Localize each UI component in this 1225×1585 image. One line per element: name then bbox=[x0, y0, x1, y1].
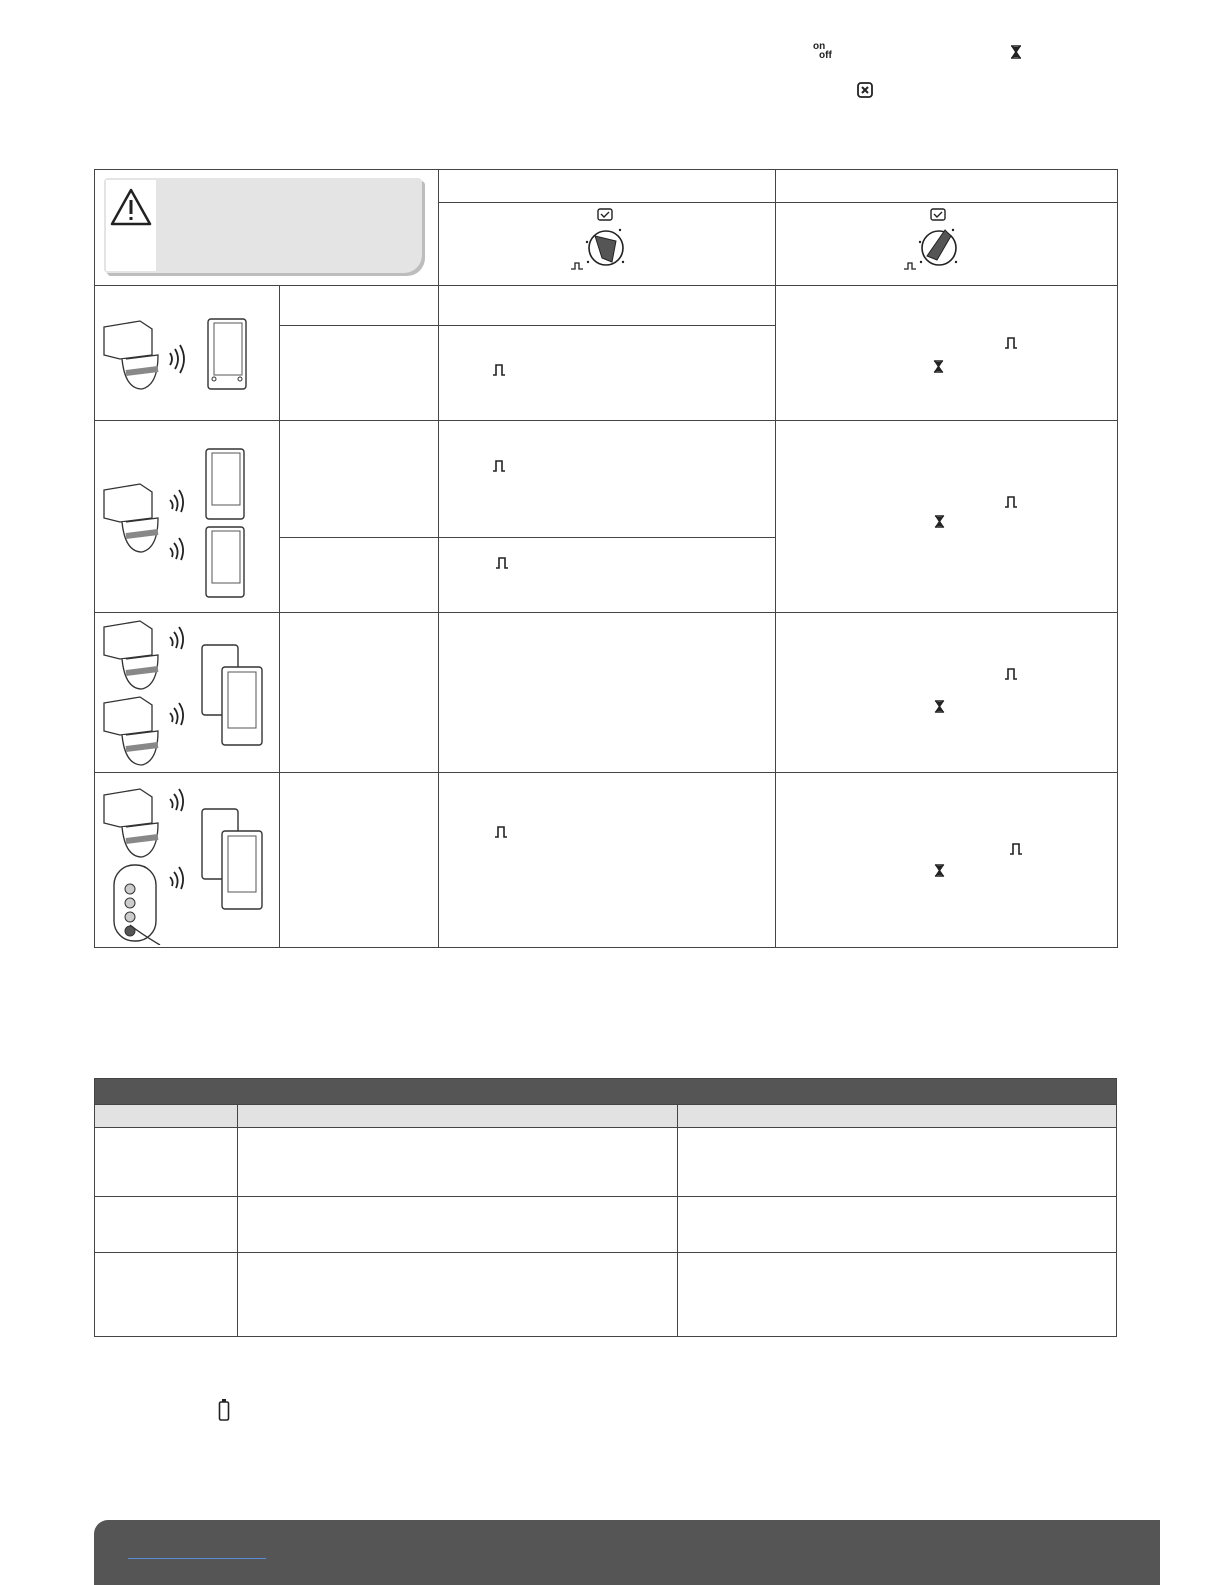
hourglass-icon bbox=[1010, 45, 1022, 59]
x-box-icon bbox=[857, 82, 873, 98]
hourglass-icon bbox=[934, 700, 945, 713]
pulse-icon bbox=[1004, 667, 1018, 681]
footer-bar bbox=[94, 1520, 1160, 1585]
pulse-icon bbox=[492, 459, 506, 473]
pulse-icon bbox=[495, 556, 509, 570]
table-header-bar bbox=[94, 1078, 1117, 1104]
battery-icon bbox=[218, 1398, 230, 1422]
pulse-icon bbox=[494, 825, 508, 839]
hourglass-icon bbox=[934, 515, 945, 528]
detector-remote-receivers-illustration bbox=[100, 785, 270, 945]
pulse-icon bbox=[1004, 336, 1018, 350]
warning-icon bbox=[106, 180, 156, 271]
pulse-icon bbox=[492, 363, 506, 377]
pulse-icon bbox=[1004, 495, 1018, 509]
pulse-icon bbox=[1009, 842, 1023, 856]
detector-receiver-illustration bbox=[100, 315, 260, 395]
detector-two-receivers-illustration bbox=[100, 445, 260, 610]
hourglass-icon bbox=[933, 360, 944, 373]
two-detectors-two-receivers-illustration bbox=[100, 617, 270, 767]
rotary-dial-icon bbox=[901, 206, 971, 276]
rotary-dial-icon bbox=[568, 206, 638, 276]
hourglass-icon bbox=[934, 864, 945, 877]
on-off-icon: on off bbox=[813, 41, 832, 61]
footer-link-underline[interactable] bbox=[128, 1558, 266, 1559]
table-column-headers bbox=[94, 1104, 1117, 1127]
